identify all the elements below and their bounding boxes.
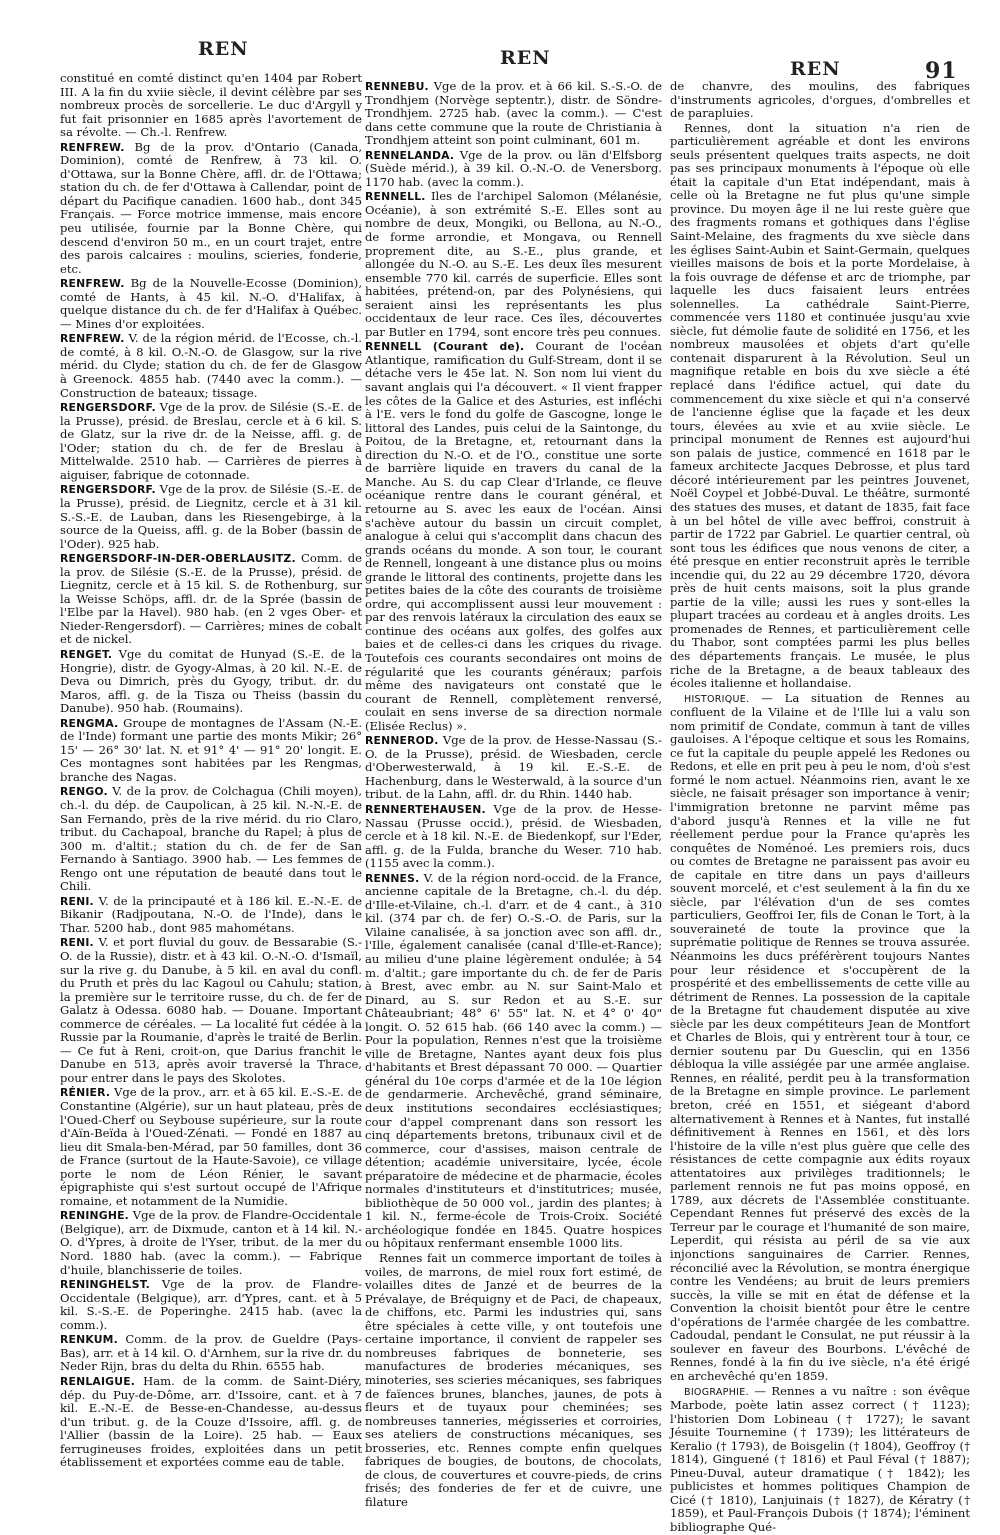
entry-text: V. de la région nord-occid. de la France, ancienne capitale de la Bretagne, ch.-l. du dép. d'Ille-et-Vilaine, ch.-l. d'arr. et de 4 cant., à 310 kil. (374 par ch. de fer) O.-S.-O. de Paris, sur la Vilaine canalisée, à sa jonction avec son affl. dr., l'Ille, également canalisée (canal d'Ille-et-Rance); au milieu d'une plaine légèrement ondulée; à 54 m. d'altit.; gare importante du ch. de fer de Paris à Brest, avec embr. au N. sur Saint-Malo et Dinard, au S. sur Redon et au S.-E. sur Châteaubriant; 48° 6' 55" lat. N. et 4° 0' 40" longit. O. 52 615 hab. (66 140 avec la comm.) — Pour la population, Rennes n'est que la troisième ville de Bretagne, Nantes ayant deux fois plus d'habitants et Brest dépassant 70 000. — Quartier général du 10e corps d'armée et de la 10e légion de gendarmerie. Archevêché, grand séminaire, deux institutions secondaires ecclésiastiques; cour d'appel comprenant dans son ressort les cinq départements bretons, tribunaux civil et de commerce, cour d'assises, maison centrale de détention; académie universitaire, lycée, école préparatoire de médecine et de pharmacie, écoles normales d'instituteurs et d'institutrices; musée, bibliothèque de 50 000 vol., jardin des plantes; à 1 kil. N., ferme-école de Trois-Croix. Société archéologique fondée en 1845. Quatre hospices ou hôpitaux renfermant ensemble 1000 lits. [365,870,663,1251]
entry-text: Ham. de la comm. de Saint-Diéry, dép. du Puy-de-Dôme, arr. d'Issoire, cant. et à 7 kil. E.-N.-E. de Besse-en-Chandesse, au-dessus d'un tribut. g. de la Couze d'Issoire, affl. g. de l'Allier (bassin de la Loire). 25 hab. — Eaux ferrugineuses froides, exploitées dans un petit établissement et exportées comme eau de table. [60,1373,362,1470]
dictionary-entry [365,80,662,148]
entry-text: Vge de la prov. de Silésie (S.-E. de la Prusse), présid. de Breslau, cercle et à 6 kil. S. de Glatz, sur la rive dr. de la Neisse, affl. g. de l'Oder; station du ch. de fer de Breslau à Mittelwalde. 2510 hab. — Carrières de pierres à aiguiser, fabrique de cotonnade. [60,400,362,482]
entry-text: Bg de la Nouvelle-Ecosse (Dominion), comté de Hants, à 45 kil. N.-O. d'Halifax, à quelque distance du ch. de fer d'Halifax à Québec. — Mines d'or exploitées. [60,276,363,331]
entry-headword: RENLAIGUE. [60,1374,136,1388]
entry-headword: RENNEBU. [365,80,429,93]
entry-text: Vge de la prov. de Silésie (S.-E. de la Prusse), présid. de Liegnitz, cercle et à 31 kil. S.-S.-E. de Lauban, dans les Riesengebirge, à la source de la Queiss, affl. g. de la Bober (bassin de l'Oder). 925 hab. [60,482,362,551]
entry-text: Bg de la prov. d'Ontario (Canada, Dominion), comté de Renfrew, à 73 kil. O. d'Ottawa, sur la Bonne Chère, affl. dr. de l'Ottawa; station du ch. de fer d'Ottawa à Callendar, point de départ du Pacifique canadien. 1600 hab., dont 345 Français. — Force motrice immense, mais encore peu utilisée, fournie par la Bonne Chère, qui descend d'environ 50 m., en un court trajet, entre des parois calcaires : moulins, scieries, fonderie, etc. [60,139,363,276]
dictionary-entry [365,149,662,190]
entry-text: V. et port fluvial du gouv. de Bessarabie (S.-O. de la Russie), distr. et à 43 kil. O.-N.-O. d'Ismaïl, sur la rive g. du Danube, à 5 kil. en aval du confl. du Pruth et près du lac Kagoul ou Cahulu; station, la première sur le territoire russe, du ch. de fer de Galatz à Odessa. 6080 hab. — Douane. Important commerce de céréales. — La localité fut cédée à la Russie par la Roumanie, d'après le traité de Berlin. — Ce fut à Reni, croit-on, que Darius franchit le Danube en 513, après avoir traversé la Thrace, pour entrer dans le pays des Skolotes. [60,935,363,1085]
entry-text: Rennes, dont la situation n'a rien de particulièrement agréable et dont les environs seuls présentent quelques traits aspects, ne doit pas ses principaux monuments à l'époque où elle était la capitale d'un Etat indépendant, mais à celle où la Bretagne ne fut plus qu'une simple province. Du moyen âge il ne lui reste guère que des fragments romans et gothiques dans l'église Saint-Melaine, des fragments du xve siècle dans les églises Saint-Aubin et Saint-Germain, quelques vieilles maisons de bois et la porte Mordelaise, à la fois ouvrage de défense et arc de triomphe, par laquelle les ducs faisaient leurs entrées solennelles. La cathédrale Saint-Pierre, commencée vers 1180 et continuée jusqu'au xvie siècle, fut démolie faute de solidité en 1756, et les nombreux mausolées et objets d'art qu'elle contenait disparurent à la Révolution. Seul un magnifique retable en bois du xve siècle a été replacé dans l'édifice actuel, qui date du commencement du xixe siècle et qui n'a conservé de l'ancienne église que la façade et les deux tours, élevées au xvie et au xviie siècle. Le principal monument de Rennes est aujourd'hui son palais de justice, commencé en 1618 par le fameux architecte Jacques Debrosse, et plus tard décoré intérieurement par les peintres Jouvenet, Noël Coypel et Jobbé-Duval. Le théâtre, surmonté des statues des muses, et datant de 1835, fait face à un bel hôtel de ville avec beffroi, construit à partir de 1722 par Gabriel. Le quartier central, où sont tous les édifices que nous venons de citer, a été presque en entier reconstruit après le terrible incendie qui, du 22 au 29 décembre 1720, dévora près de huit cents maisons, soit la plus grande partie de la ville; aussi les rues y sont-elles la plupart tracées au cordeau et à angles droits. Les promenades de Rennes, et particulièrement celle du Thabor, sont comptées parmi les plus belles des départements français. Le musée, le plus riche de la Bretagne, a de beaux tableaux des écoles italienne et hollandaise. [670,120,970,691]
entry-headword: RENKUM. [60,1333,118,1347]
entry-text: Vge de la prov. de Hesse-Nassau (Prusse occid.), présid. de Wiesbaden, cercle et à 18 kil. N.-E. de Biedenkopf, sur l'Eder, affl. g. de la Fulda, branche du Weser. 710 hab. (1155 avec la comm.). [365,801,662,871]
dictionary-entry [60,552,362,647]
dictionary-entry [60,895,362,936]
dictionary-entry [60,483,362,551]
dictionary-entry [670,80,970,121]
section-label: HISTORIQUE. [684,693,750,705]
entry-headword: RENINGHELST. [60,1278,150,1292]
dictionary-entry [60,648,362,716]
entry-headword: RENGERSDORF-IN-DER-OBERLAUSITZ. [60,552,296,566]
entry-headword: RENGERSDORF. [60,401,156,415]
dictionary-entry [60,1278,362,1332]
entry-headword: RENNELL. [365,190,426,204]
entry-text: — La situation de Rennes au confluent de la Vilaine et de l'Ille lui a valu son nom primitif de Condate, commun à tant de villes gauloises. A l'époque celtique et sous les Romains, ce fut la capitale du peuple appelé les Redones ou Redons, et elle en prit peu à peu le nom, d'où s'est formé le nom actuel. Néanmoins rien, avant le xe siècle, ne faisait présager son importance à venir; l'immigration bretonne ne parvint même pas d'abord jusqu'à Rennes et la ville ne fut réellement perdue pour la France qu'après les conquêtes de Noménoé. Les premiers rois, ducs ou comtes de Bretagne ne paraissent pas avoir eu de capitale en titre dans un pays d'ailleurs souvent morcelé, et c'est seulement à la fin du xe siècle, par l'élévation d'un de ses comtes particuliers, Geoffroi Ier, fils de Conan le Tort, à la souveraineté de toute la province que la suprématie politique de Rennes se trouva assurée. Néanmoins les ducs préférèrent toujours Nantes pour leur résidence et s'occupèrent de la prospérité et des embellissements de cette ville au détriment de Rennes. La possession de la capitale de la Bretagne fut chaudement disputée au xive siècle par les deux compétiteurs Jean de Montfort et Charles de Blois, qui y entrèrent tour à tour, ce dernier soutenu par Du Guesclin, qui en 1356 débloqua la ville assiégée par une armée anglaise. Rennes, en réalité, perdit peu à la transformation de la Bretagne en simple province. Le parlement breton, créé en 1551, et siégeant d'abord alternativement à Rennes et à Nantes, fut installé définitivement à Rennes en 1561, et dès lors l'histoire de la ville n'est plus guère que celle des résistances de cette compagnie aux édits royaux attentatoires aux privilèges traditionnels; le parlement rennois ne fut pas moins opposé, en 1789, aux décrets de l'Assemblée constituante. Cependant Rennes fut préservé des excès de la Terreur par le courage et l'humanité de son maire, Leperdit, qui résista au péril de sa vie aux injonctions sanguinaires de Carrier. Rennes, réconcilié avec la Révolution, se montra énergique contre les Vendéens; au bruit de leurs premiers succès, la ville se mit en état de défense et la Convention la choisit bientôt pour être le centre d'opérations de l'armée chargée de les combattre. Cadoudal, pendant le Consulat, ne put réussir à la soulever en faveur des Bourbons. L'évêché de Rennes, fondé à la fin du ive siècle, n'a été érigé en archevêché qu'en 1859. [670,690,970,1383]
dictionary-entry [365,190,662,339]
dictionary-entry [60,1333,362,1374]
column-3 [670,79,970,1534]
entry-text: Courant de l'océan Atlantique, ramification du Gulf-Stream, dont il se détache vers le 45e lat. N. Son nom lui vient du savant anglais qui l'a découvert. « Il vient frapper les côtes de la Galice et des Asturies, est infléchi à l'E. vers le fond du golfe de Gascogne, longe le littoral des Landes, puis celui de la Saintonge, du Poitou, de la Bretagne, et, retournant dans la direction du N.-O. et de l'O., constitue une sorte de barrière liquide en travers du canal de la Manche. Au S. du cap Clear d'Irlande, ce fleuve océanique rentre dans le courant général, et retourne au S. avec les eaux de l'océan. Ainsi s'achève autour du bassin un circuit complet, analogue à celui qui s'accomplit dans chacun des grands océans du monde. A son tour, le courant de Rennell, longeant à une distance plus ou moins grande le littoral des continents, projette dans les petites baies de la côte des courants de troisième ordre, qui accomplissent aussi leur mouvement : par des renvois latéraux la circulation des eaux se continue des océans aux golfes, des golfes aux baies et de celles-ci dans les criques du rivage. Toutefois ces courants secondaires ont moins de régularité que les courants généraux; parfois même des navigateurs ont constaté que le courant de Rennell, complètement renversé, coulait en sens inverse de sa direction normale (Elisée Reclus) ». [365,339,662,733]
dictionary-entry [60,401,362,482]
dictionary-entry [670,122,970,691]
entry-text: Groupe de montagnes de l'Assam (N.-E. de l'Inde) formant une partie des monts Mikir; 26° 15' — 26° 30' lat. N. et 91° 4' — 91° 20' longit. E. Ces montagnes sont habitées par les Rengmas, branche des Nagas. [60,715,362,784]
entry-headword: RENGERSDORF. [60,483,156,497]
entry-text: V. de la région mérid. de l'Ecosse, ch.-l. de comté, à 8 kil. O.-N.-O. de Glasgow, sur la rive mérid. du Clyde; station du ch. de fer de Glasgow à Greenock. 4855 hab. (7440 avec la comm.). — Construction de bateaux; tissage. [60,331,362,400]
dictionary-entry [60,72,362,140]
dictionary-entry [60,1209,362,1277]
running-head-left: REN [198,38,249,60]
entry-text: Vge de la prov. de Flandre-Occidentale (Belgique), arr. d'Ypres, cant. et à 5 kil. S.-S.-E. de Poperinghe. 2415 hab. (avec la comm.). [60,1277,363,1332]
entry-headword: RENNELL (Courant de). [365,340,525,354]
dictionary-entry [60,141,362,276]
entry-text: Comm. de la prov. de Silésie (S.-E. de la Prusse), présid. de Liegnitz, cercle et à 15 kil. S. de Rothenburg, sur la Weisse Schöps, affl. dr. de la Sprée (bassin de l'Elbe par la Havel). 980 hab. (en 2 vges Ober- et Nieder-Rengersdorf). — Carrières; mines de cobalt et de nickel. [60,551,362,647]
entry-headword: RENNEROD. [365,734,439,748]
entry-text: — Rennes a vu naître : son évêque Marbode, poète latin assez correct († 1123); l'historien Dom Lobineau († 1727); le savant Jésuite Tournemine († 1739); les littérateurs de Keralio († 1793), de Boisgelin († 1804), Geoffroy († 1814), Ginguené († 1816) et Paul Féval († 1887); Pineu-Duval, auteur dramatique († 1842); les publicistes et hommes politiques Champion de Cicé († 1810), Lanjuinais († 1827), de Kératry († 1859), et Paul-François Dubois († 1874); l'éminent bibliographe Qué- [670,1383,970,1534]
entry-text: V. de la principauté et à 186 kil. E.-N.-E. de Bikanir (Radjpoutana, N.-O. de l'Inde), dans le Thar. 5200 hab., dont 985 mahométans. [60,893,363,935]
dictionary-entry [365,1252,662,1509]
running-head-middle: REN [500,47,551,69]
entry-text: Vge de la prov. de Flandre-Occidentale (Belgique), arr. de Dixmude, canton et à 14 kil. N.-O. d'Ypres, à droite de l'Yser, tribut. de la mer du Nord. 1880 hab. (avec la comm.). — Fabrique d'huile, blanchisserie de toiles. [60,1208,362,1277]
entry-headword: RENNELANDA. [365,148,455,162]
entry-headword: RENNES. [365,871,420,885]
running-head-right: REN [790,58,841,80]
entry-headword: RENI. [60,936,94,950]
section-label: BIOGRAPHIE. [684,1386,749,1398]
entry-text: Vge du comitat de Hunyad (S.-E. de la Hongrie), distr. de Gyogy-Almas, à 20 kil. N.-E. de Deva ou Dimrich, près du Gyogy, tribut. dr. du Maros, affl. g. de la Tisza ou Theiss (bassin du Danube). 950 hab. (Roumains). [60,646,362,716]
entry-text: Rennes fait un commerce important de toiles à voiles, de marrons, de miel roux fort estimé, de volailles dites de Janzé et de beurres de la Prévalaye, de Bréquigny et de Paci, de chapeaux, de chiffons, etc. Parmi les industries qui, sans être spéciales à cette ville, y ont toutefois une certaine importance, il convient de rappeler ses nombreuses fabriques de bonneterie, ses manufactures de broderies mécaniques, ses minoteries, ses scieries mécaniques, ses fabriques de faïences brunes, blanches, jaunes, de pots à fleurs et de tuyaux pour cheminées; ses nombreuses tanneries, mégisseries et corroiries, ses ateliers de constructions mécaniques, ses brosseries, etc. Rennes compte enfin quelques fabriques de bougies, de boutons, de chocolats, de clous, de couvertures et couvre-pieds, de crins frisés; des fonderies de fer et de cuivre, une filature [365,1251,662,1509]
column-2 [365,79,663,1509]
entry-headword: RENGET. [60,647,113,661]
entry-text: Vge de la prov. de Hesse-Nassau (S.-O. de la Prusse), présid. de Wiesbaden, cercle d'Oberwesterwald, à 19 kil. E.-S.-E. de Hachenburg, dans le Westerwald, à la source d'un tribut. de la Lahn, affl. dr. du Rhin. 1440 hab. [365,733,662,802]
entry-headword: RENGO. [60,785,108,799]
entry-headword: RENGMA. [60,716,119,730]
entry-headword: RENFREW. [60,332,125,346]
entry-headword: RÉNIER. [60,1086,111,1100]
dictionary-entry [670,1385,970,1535]
dictionary-entry [365,803,662,871]
dictionary-entry [60,936,362,1085]
dictionary-entry [670,692,970,1384]
page-number: 91 [925,58,958,84]
entry-text: V. de la prov. de Colchagua (Chili moyen), ch.-l. du dép. de Caupolican, à 25 kil. N.-N.-E. de San Fernando, près de la rive mérid. du rio Claro, tribut. du Cachapoal, branche du Rapel; à plus de 300 m. d'altit.; station du ch. de fer de San Fernando à Santiago. 3900 hab. — Les femmes de Rengo ont une réputation de beauté dans tout le Chili. [60,784,362,894]
dictionary-entry [60,785,362,893]
dictionary-entry [60,332,362,400]
dictionary-entry [60,1086,362,1208]
entry-text: de chanvre, des moulins, des fabriques d'instruments agricoles, d'orgues, d'ombrelles et de parapluies. [670,79,970,121]
dictionary-entry [365,734,662,802]
entry-text: Vge de la prov. ou län d'Elfsborg (Suède mérid.), à 39 kil. O.-N.-O. de Venersborg. 1170 hab. (avec la comm.). [365,147,662,189]
column-1 [60,71,363,1470]
entry-headword: RENNERTEHAUSEN. [365,802,486,816]
entry-headword: RENINGHE. [60,1209,129,1223]
entry-headword: RENFREW. [60,140,125,154]
entry-text: Iles de l'archipel Salomon (Mélanésie, Océanie), à son extrémité S.-E. Elles sont au nombre de deux, Mongiki, ou Bellona, au N.-O., de forme arrondie, et Mongava, ou Rennell proprement dite, au S.-E., plus grande, et allongée du N.-O. au S.-E. Les deux îles mesurent ensemble 770 kil. carrés de superficie. Elles sont habitées, prétend-on, par des Polynésiens, qui seraient ainsi les représentants les plus occidentaux de leur race. Ces îles, découvertes par Butler en 1794, sont encore très peu connues. [365,189,662,339]
dictionary-entry [60,1375,362,1470]
entry-headword: RENFREW. [60,277,125,291]
dictionary-entry [60,277,362,331]
entry-text: constitué en comté distinct qu'en 1404 par Robert III. A la fin du xviie siècle, il devint célèbre par ses nombreux procès de sorcellerie. Le duc d'Argyll y fut fait prisonnier en 1685 après l'avortement de sa révolte. — Ch.-l. Renfrew. [60,71,362,140]
entry-text: Vge de la prov., arr. et à 65 kil. E.-S.-E. de Constantine (Algérie), sur un haut plateau, près de l'Oued-Cherf ou Seybouse supérieure, sur la route d'Aïn-Beïda à l'Oued-Zénati. — Fondé en 1887 au lieu dit Smala-ben-Mérad, par 50 familles, dont 36 de France (surtout de la Haute-Savoie), ce village porte le nom de Léon Rénier, le savant épigraphiste qui s'est surtout occupé de l'Afrique romaine, et notamment de la Numidie. [60,1085,363,1208]
dictionary-entry [365,340,662,733]
dictionary-entry [60,717,362,785]
entry-headword: RENI. [60,894,94,908]
entry-text: Vge de la prov. et à 66 kil. S.-S.-O. de Trondhjem (Norvège septentr.), distr. de Söndre-Trondhjem. 2725 hab. (avec la comm.). — C'est dans cette commune que la route de Christiania à Trondhjem atteint son point culminant, 601 m. [365,79,662,148]
entry-text: Comm. de la prov. de Gueldre (Pays-Bas), arr. et à 14 kil. O. d'Arnhem, sur la rive dr. du Neder Rijn, bras du delta du Rhin. 6555 hab. [60,1332,362,1374]
dictionary-entry [365,872,662,1251]
